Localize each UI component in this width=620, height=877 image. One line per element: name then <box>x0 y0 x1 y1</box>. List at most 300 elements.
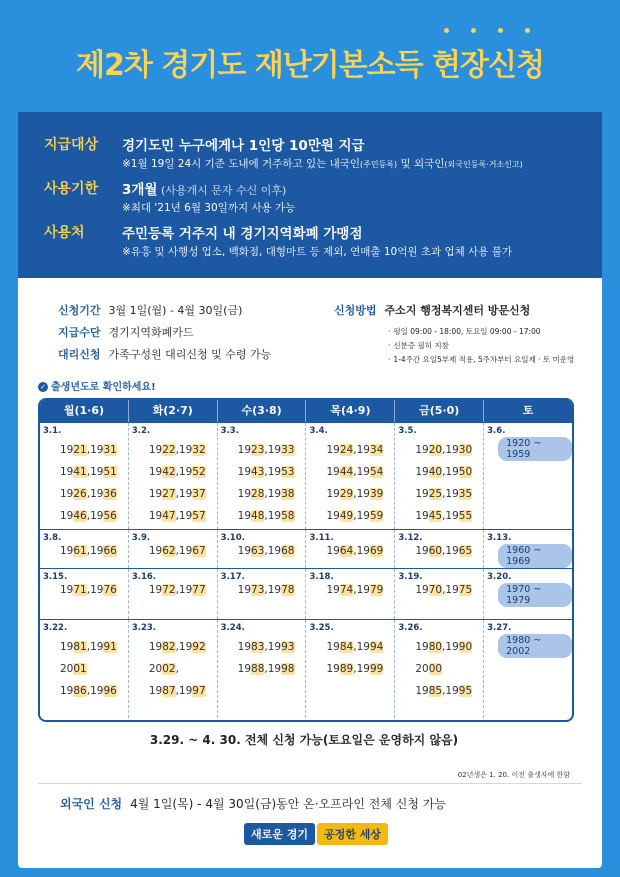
year-part: 19 <box>356 641 370 653</box>
year-part: 98 <box>281 663 295 675</box>
year-part: 19 <box>178 584 193 596</box>
birth-years <box>415 540 472 562</box>
year-part: , <box>86 488 91 500</box>
info-key: 대리신청 <box>58 348 101 361</box>
day-cell <box>395 530 484 568</box>
year-part: 66 <box>103 545 117 557</box>
year-part: 19 <box>267 545 282 557</box>
year-part: , <box>353 584 357 596</box>
slogan <box>244 823 388 845</box>
year-part: , <box>175 510 179 522</box>
year-part: , <box>442 685 446 697</box>
year-part: 49 <box>339 510 354 522</box>
row-label: 사용기한 <box>44 181 99 197</box>
info-period <box>58 302 242 318</box>
year-part: , <box>86 641 91 653</box>
day-date: 3.4. <box>309 426 328 436</box>
year-part: 89 <box>339 663 354 675</box>
year-line <box>149 658 206 680</box>
year-line <box>149 461 206 483</box>
year-part: 84 <box>339 641 354 653</box>
day-cell <box>40 569 129 619</box>
year-line <box>60 540 117 562</box>
birth-years <box>415 636 472 702</box>
year-line <box>149 636 206 658</box>
year-part: , <box>86 584 91 596</box>
table-row <box>40 529 572 568</box>
year-range-pill: 1970 ~ 1979 <box>498 583 572 607</box>
year-part: 19 <box>237 663 252 675</box>
year-line <box>60 636 117 658</box>
year-part: 19 <box>356 466 370 478</box>
year-part: 19 <box>178 510 193 522</box>
year-part: , <box>175 584 179 596</box>
birth-years <box>60 636 117 702</box>
year-part: 19 <box>148 466 163 478</box>
year-part: , <box>442 466 446 478</box>
year-part: 74 <box>339 584 354 596</box>
year-line <box>60 579 117 601</box>
year-part: 62 <box>162 545 176 557</box>
year-part: 20 <box>148 663 163 675</box>
year-line <box>326 579 383 601</box>
row-sub: ※최대 '21년 6월 30일까지 사용 가능 <box>122 202 296 214</box>
info-value: 경기지역화폐카드 <box>108 326 194 339</box>
year-part: 19 <box>60 466 74 478</box>
year-part: , <box>353 663 357 675</box>
row-sub-small: (주민등록) <box>360 160 398 169</box>
year-part: 36 <box>103 488 117 500</box>
year-part: 77 <box>192 584 206 596</box>
year-part: 40 <box>428 466 443 478</box>
year-line <box>60 680 117 702</box>
year-line <box>238 439 295 461</box>
year-part: 45 <box>428 510 443 522</box>
year-part: , <box>175 444 179 456</box>
year-part: 19 <box>237 488 252 500</box>
row-main-text: 경기도민 누구에게나 1인당 10만원 지급 <box>122 138 365 154</box>
day-cell <box>40 423 129 529</box>
year-part: 76 <box>103 584 117 596</box>
year-part: 19 <box>60 488 74 500</box>
year-part: 88 <box>251 663 265 675</box>
year-line <box>149 483 206 505</box>
year-part: 46 <box>73 510 87 522</box>
table-header <box>40 400 572 422</box>
check-text: 출생년도로 확인하세요! <box>51 382 156 393</box>
year-part: 19 <box>237 641 252 653</box>
birth-years <box>60 439 117 527</box>
year-part: 19 <box>60 444 74 456</box>
year-part: , <box>86 510 91 522</box>
day-cell <box>395 620 484 718</box>
day-cell <box>218 620 307 718</box>
year-part: 19 <box>326 663 340 675</box>
year-part: 20 <box>428 444 443 456</box>
year-part: 19 <box>148 685 163 697</box>
year-part: 19 <box>90 444 104 456</box>
year-part: 43 <box>251 466 265 478</box>
year-part: 19 <box>326 641 340 653</box>
day-date: 3.22. <box>43 623 68 633</box>
day-date: 3.27. <box>487 623 512 633</box>
birth-years <box>238 579 295 601</box>
year-part: 30 <box>458 444 473 456</box>
year-line <box>238 658 295 680</box>
year-line <box>415 579 472 601</box>
year-part: , <box>264 488 268 500</box>
day-cell <box>484 620 572 718</box>
year-part: 19 <box>326 584 340 596</box>
year-part: 90 <box>458 641 473 653</box>
year-part: , <box>86 685 91 697</box>
check-icon: ✓ <box>38 382 48 392</box>
day-date: 3.18. <box>309 572 334 582</box>
summary-panel <box>18 112 602 278</box>
year-part: 19 <box>415 510 429 522</box>
year-part: 28 <box>251 488 265 500</box>
year-part: 69 <box>369 545 384 557</box>
info-method <box>334 302 530 318</box>
year-part: 61 <box>73 545 87 557</box>
row-main-text: 3개월 <box>122 182 158 198</box>
year-part: , <box>264 663 268 675</box>
info-key: 신청기간 <box>58 304 101 317</box>
year-part: 96 <box>103 685 117 697</box>
schedule-table <box>38 398 574 722</box>
year-part: 99 <box>369 663 384 675</box>
method-line: · 신분증 필히 지참 <box>388 340 449 351</box>
year-part: 34 <box>369 444 384 456</box>
year-part: 19 <box>178 488 193 500</box>
year-part: , <box>175 488 179 500</box>
year-part: 19 <box>356 488 370 500</box>
year-part: 19 <box>267 444 282 456</box>
year-part: 71 <box>73 584 87 596</box>
year-part: 19 <box>326 545 340 557</box>
day-date: 3.10. <box>220 533 245 543</box>
year-part: , <box>353 545 357 557</box>
year-part: , <box>175 545 179 557</box>
info-key: 지급수단 <box>58 326 101 339</box>
year-part: 19 <box>445 510 459 522</box>
divider <box>38 783 582 784</box>
year-line <box>326 439 383 461</box>
day-cell <box>218 569 307 619</box>
birth-years <box>415 439 472 527</box>
year-part: , <box>264 466 268 478</box>
all-period-note: 3.29. ~ 4. 30. 전체 신청 가능(토요일은 운영하지 않음) <box>149 733 459 747</box>
birth-years <box>415 579 472 601</box>
year-part: 21 <box>73 444 87 456</box>
day-date: 3.20. <box>487 572 512 582</box>
year-line <box>238 461 295 483</box>
year-part: 19 <box>148 641 163 653</box>
year-part: 83 <box>251 641 265 653</box>
year-part: 00 <box>428 663 443 675</box>
year-part: 19 <box>445 488 459 500</box>
year-part: 19 <box>90 685 104 697</box>
year-part: , <box>442 545 446 557</box>
birth-years <box>326 540 383 562</box>
row-sub: ※유흥 및 사행성 업소, 백화점, 대형마트 등 제외, 연매출 10억원 초과 업체 사용 불가 <box>122 246 512 258</box>
year-part: 19 <box>237 444 252 456</box>
year-part: 67 <box>192 545 206 557</box>
year-part: 19 <box>445 584 459 596</box>
year-line <box>415 483 472 505</box>
year-part: 55 <box>458 510 473 522</box>
year-part: 37 <box>192 488 206 500</box>
table-row <box>40 619 572 718</box>
row-sub-small: (외국인등록·거소신고) <box>444 160 523 169</box>
year-line <box>149 505 206 527</box>
year-part: 23 <box>251 444 265 456</box>
year-line <box>149 680 206 702</box>
birth-years <box>326 439 383 527</box>
year-part: 19 <box>148 444 163 456</box>
day-date: 3.19. <box>398 572 423 582</box>
year-part: 22 <box>162 444 176 456</box>
birth-note: 02년생은 1. 20. 이전 출생자에 한함 <box>457 771 570 779</box>
year-part: 19 <box>326 466 340 478</box>
year-part: 19 <box>415 685 429 697</box>
year-part: 19 <box>178 545 193 557</box>
year-part: 65 <box>458 545 473 557</box>
year-part: 50 <box>458 466 473 478</box>
year-part: 29 <box>339 488 354 500</box>
day-cell <box>129 423 218 529</box>
birth-years <box>60 540 117 562</box>
year-part: 19 <box>148 545 163 557</box>
year-part: 01 <box>73 663 87 675</box>
day-date: 3.13. <box>487 533 512 543</box>
year-line <box>149 439 206 461</box>
year-part: , <box>353 641 357 653</box>
year-part: 19 <box>415 545 429 557</box>
year-part: , <box>175 663 179 675</box>
birth-years <box>149 439 206 527</box>
year-part: 19 <box>267 466 282 478</box>
year-part: , <box>264 584 268 596</box>
year-line <box>326 505 383 527</box>
day-date: 3.2. <box>131 426 151 436</box>
slogan-part: 공정한 세상 <box>317 823 388 845</box>
row-main <box>122 134 365 154</box>
year-line <box>326 483 383 505</box>
table-body <box>40 422 572 718</box>
year-part: 38 <box>281 488 295 500</box>
year-part: 19 <box>356 663 370 675</box>
year-line <box>415 461 472 483</box>
year-part: 39 <box>369 488 384 500</box>
year-part: 25 <box>428 488 443 500</box>
year-part: 95 <box>458 685 473 697</box>
year-part: 35 <box>458 488 473 500</box>
day-date: 3.16. <box>131 572 157 582</box>
year-part: 19 <box>148 584 163 596</box>
row-sub <box>122 156 523 171</box>
year-line <box>326 636 383 658</box>
info-proxy <box>58 346 271 362</box>
info-value: 가족구성원 대리신청 및 수령 가능 <box>108 348 272 361</box>
year-part: 86 <box>73 685 87 697</box>
year-part: 19 <box>415 641 429 653</box>
year-part: 20 <box>415 663 429 675</box>
year-part: 19 <box>90 510 104 522</box>
year-part: 44 <box>339 466 354 478</box>
year-part: 41 <box>73 466 87 478</box>
day-date: 3.6. <box>487 426 506 436</box>
year-part: 19 <box>356 584 370 596</box>
year-part: 19 <box>445 641 459 653</box>
year-part: 19 <box>356 545 370 557</box>
year-part: 19 <box>237 545 252 557</box>
birth-years <box>60 579 117 601</box>
year-part: 19 <box>148 510 163 522</box>
year-part: , <box>353 444 357 456</box>
year-part: 19 <box>267 663 282 675</box>
day-cell <box>129 620 218 718</box>
day-date: 3.11. <box>309 533 334 543</box>
year-line <box>415 439 472 461</box>
year-part: 19 <box>326 510 340 522</box>
year-line <box>238 483 295 505</box>
year-part: 19 <box>178 466 193 478</box>
year-part: , <box>353 510 357 522</box>
year-part: 59 <box>369 510 384 522</box>
year-part: 19 <box>326 488 340 500</box>
foreign-value: 4월 1일(목) - 4월 30일(금)동안 온·오프라인 전체 신청 가능 <box>130 797 446 811</box>
year-part: , <box>175 685 179 697</box>
row-sub-text: ※1월 19일 24시 기준 도내에 거주하고 있는 내국인 <box>122 158 360 170</box>
year-part: , <box>86 545 91 557</box>
column-header: 수(3·8) <box>218 400 307 422</box>
year-part: 19 <box>326 444 340 456</box>
year-part: 19 <box>237 510 252 522</box>
year-part: 58 <box>281 510 295 522</box>
table-row <box>40 568 572 619</box>
year-range-pill: 1960 ~ 1969 <box>498 544 572 568</box>
year-part: , <box>175 641 179 653</box>
year-part: 42 <box>162 466 176 478</box>
year-part: 56 <box>103 510 117 522</box>
year-part: 19 <box>148 488 163 500</box>
day-date: 3.5. <box>398 426 417 436</box>
year-range-pill: 1980 ~ 2002 <box>498 634 572 658</box>
year-part: , <box>442 488 446 500</box>
info-value: 3월 1일(월) - 4월 30일(금) <box>108 304 243 317</box>
year-line <box>60 483 117 505</box>
year-line <box>238 540 295 562</box>
year-part: 33 <box>281 444 295 456</box>
year-line <box>415 505 472 527</box>
year-part: , <box>442 641 446 653</box>
page-title: 제2차 경기도 재난기본소득 현장신청 <box>76 48 544 83</box>
year-part: 75 <box>458 584 473 596</box>
row-label: 지급대상 <box>44 137 99 153</box>
column-header: 금(5·0) <box>395 400 484 422</box>
day-cell <box>218 423 307 529</box>
foreign-key: 외국인 신청 <box>60 797 123 811</box>
year-part: 19 <box>356 510 370 522</box>
year-range-pill: 1920 ~ 1959 <box>498 437 572 461</box>
year-part: 72 <box>162 584 176 596</box>
year-part: 27 <box>162 488 176 500</box>
day-cell <box>218 530 307 568</box>
year-part: 19 <box>445 444 459 456</box>
year-part: 97 <box>192 685 206 697</box>
birth-years <box>149 636 206 702</box>
year-part: 81 <box>73 641 87 653</box>
info-value: 주소지 행정복지센터 방문신청 <box>384 304 531 317</box>
row-sub-mid: 및 외국인 <box>397 158 445 170</box>
year-part: 32 <box>192 444 206 456</box>
day-cell <box>129 530 218 568</box>
year-part: , <box>175 466 179 478</box>
year-part: 73 <box>251 584 265 596</box>
year-part: 92 <box>192 641 206 653</box>
year-part: 87 <box>162 685 176 697</box>
year-part: 19 <box>356 444 370 456</box>
year-part: , <box>442 510 446 522</box>
year-part: 19 <box>415 444 429 456</box>
slogan-part: 새로운 경기 <box>244 823 315 845</box>
year-line <box>415 658 472 680</box>
day-date: 3.1. <box>43 426 62 436</box>
column-header: 목(4·9) <box>306 400 395 422</box>
birth-years <box>149 579 206 601</box>
year-line <box>415 540 472 562</box>
year-part: 85 <box>428 685 443 697</box>
year-part: 19 <box>445 685 459 697</box>
birth-years <box>149 540 206 562</box>
day-date: 3.9. <box>131 533 151 543</box>
year-part: 57 <box>192 510 206 522</box>
day-date: 3.17. <box>220 572 245 582</box>
year-part: 19 <box>90 545 104 557</box>
row-main-paren: (사용개시 문자 수신 이후) <box>157 184 287 197</box>
row-main: 주민등록 거주지 내 경기지역화폐 가맹점 <box>122 226 363 242</box>
year-part: , <box>86 444 91 456</box>
year-part: 64 <box>339 545 354 557</box>
day-cell <box>484 569 572 619</box>
year-line <box>149 579 206 601</box>
day-date: 3.12. <box>398 533 423 543</box>
day-cell <box>306 620 395 718</box>
year-part: 20 <box>60 663 74 675</box>
year-part: 19 <box>415 584 429 596</box>
year-part: 19 <box>267 488 282 500</box>
year-part: 19 <box>267 510 282 522</box>
year-line <box>415 680 472 702</box>
year-part: 19 <box>445 466 459 478</box>
year-part: 19 <box>90 488 104 500</box>
year-part: , <box>264 510 268 522</box>
year-part: 19 <box>415 466 429 478</box>
day-date: 3.26. <box>398 623 423 633</box>
year-line <box>326 461 383 483</box>
row-main <box>122 178 286 198</box>
year-part: 24 <box>339 444 354 456</box>
birth-years <box>238 636 295 680</box>
method-line: · 1-4주간 요일5부제 적용, 5주차부터 요일제 · 토 미운영 <box>388 354 574 365</box>
info-means <box>58 324 194 340</box>
year-part: 19 <box>237 466 252 478</box>
year-line <box>60 461 117 483</box>
day-date: 3.3. <box>220 426 239 436</box>
column-header: 월(1·6) <box>40 400 129 422</box>
year-part: , <box>442 444 446 456</box>
